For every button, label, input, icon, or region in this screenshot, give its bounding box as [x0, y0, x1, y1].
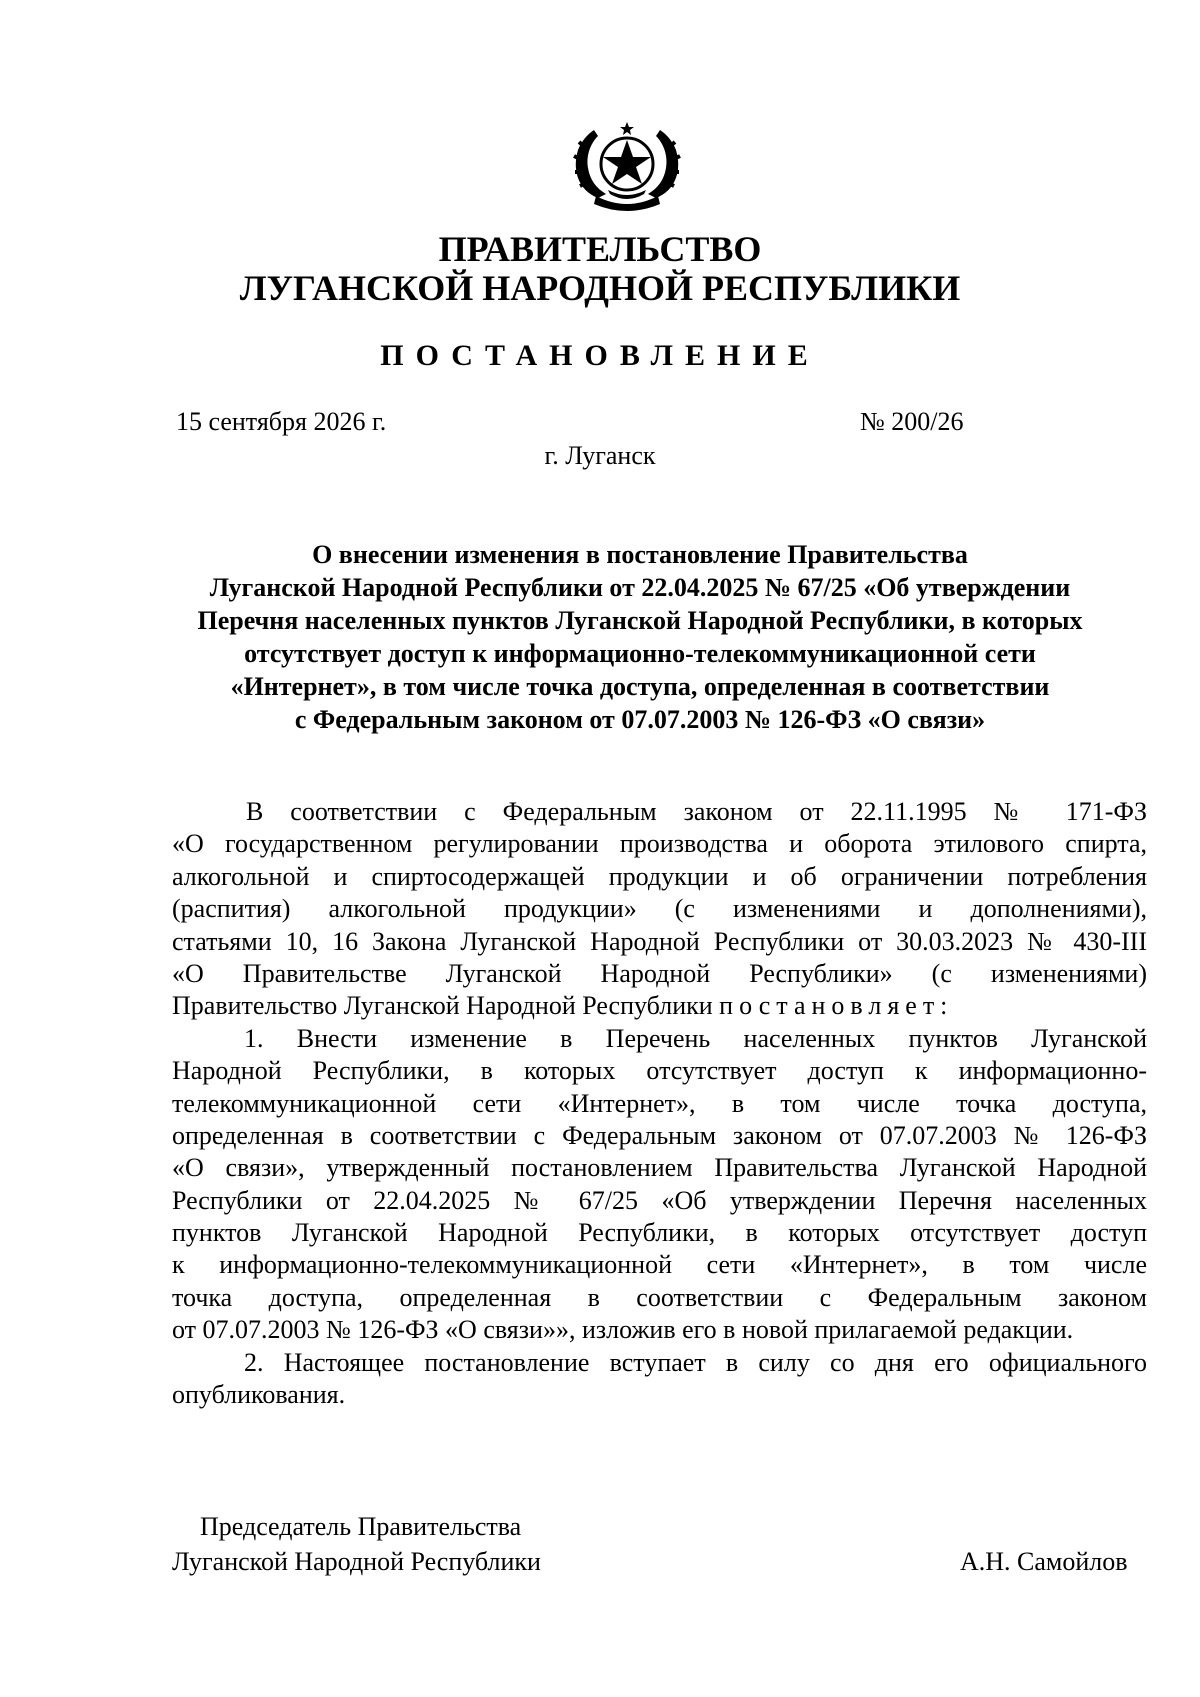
item2-line: опубликования.	[172, 1380, 346, 1410]
signatory-name: А.Н. Самойлов	[960, 1547, 1128, 1576]
title-line: отсутствует доступ к информационно-телекоммуникационной сети	[244, 639, 1036, 668]
item1-line: «О связи», утвержденный постановлением Правительства Луганской Народной	[172, 1153, 1147, 1183]
item1-line: от 07.07.2003 № 126-ФЗ «О связи»», изложив его в новой прилагаемой редакции.	[172, 1315, 1074, 1345]
item1-line: к информационно-телекоммуникационной сети «Интернет», в том числе	[172, 1250, 1147, 1280]
document-date: 15 сентября 2026 г.	[176, 407, 387, 436]
item1-line: Республики от 22.04.2025 № 67/25 «Об утверждении Перечня населенных	[172, 1185, 1147, 1215]
organization-name-line1: ПРАВИТЕЛЬСТВО	[438, 229, 762, 269]
document-title	[160, 538, 1120, 736]
document-place: г. Луганск	[544, 441, 656, 470]
preamble-line: В соответствии с Федеральным законом от 22.11.1995 № 171-ФЗ	[246, 797, 1147, 826]
decides-word: постановляет:	[719, 991, 954, 1021]
signatory-position-line2: Луганской Народной Республики	[172, 1547, 541, 1576]
item1-line: Народной Республики, в которых отсутствует доступ к информационно-	[172, 1056, 1147, 1086]
organization-name-line2: ЛУГАНСКОЙ НАРОДНОЙ РЕСПУБЛИКИ	[239, 268, 961, 308]
document-number: № 200/26	[860, 407, 964, 436]
title-line: О внесении изменения в постановление Правительства	[312, 540, 968, 569]
document-body	[172, 796, 1147, 1411]
preamble-line: (распития) алкогольной продукции» (с изменениями и дополнениями),	[172, 894, 1147, 924]
preamble-line: алкогольной и спиртосодержащей продукции и об ограничении потребления	[172, 861, 1147, 891]
title-line: с Федеральным законом от 07.07.2003 № 126-ФЗ «О связи»	[294, 705, 986, 734]
coat-of-arms-emblem-icon	[568, 120, 686, 212]
title-line: «Интернет», в том числе точка доступа, определенная в соответствии	[230, 672, 1050, 701]
item1-line: телекоммуникационной сети «Интернет», в том числе точка доступа,	[172, 1088, 1147, 1118]
preamble-line-final	[172, 990, 1147, 1022]
item1-line: определенная в соответствии с Федеральным законом от 07.07.2003 № 126-ФЗ	[172, 1120, 1147, 1150]
preamble-line: статьями 10, 16 Закона Луганской Народной Республики от 30.03.2023 № 430-III	[172, 926, 1147, 956]
item2-line: 2. Настоящее постановление вступает в силу со дня его официального	[244, 1347, 1147, 1377]
preamble-line: «О Правительстве Луганской Народной Республики» (с изменениями)	[172, 958, 1147, 988]
title-line: Перечня населенных пунктов Луганской Народной Республики, в которых	[197, 606, 1083, 635]
item1-line: точка доступа, определенная в соответствии с Федеральным законом	[172, 1282, 1147, 1312]
preamble-line: «О государственном регулировании производства и оборота этилового спирта,	[172, 829, 1147, 859]
item1-line: 1. Внести изменение в Перечень населенных пунктов Луганской	[244, 1023, 1147, 1053]
item1-line: пунктов Луганской Народной Республики, в которых отсутствует доступ	[172, 1218, 1147, 1248]
signatory-position-line1: Председатель Правительства	[200, 1512, 522, 1541]
preamble-line: Правительство Луганской Народной Республики	[172, 991, 713, 1021]
document-type: ПОСТАНОВЛЕНИЕ	[380, 339, 820, 372]
title-line: Луганской Народной Республики от 22.04.2025 № 67/25 «Об утверждении	[209, 573, 1071, 602]
